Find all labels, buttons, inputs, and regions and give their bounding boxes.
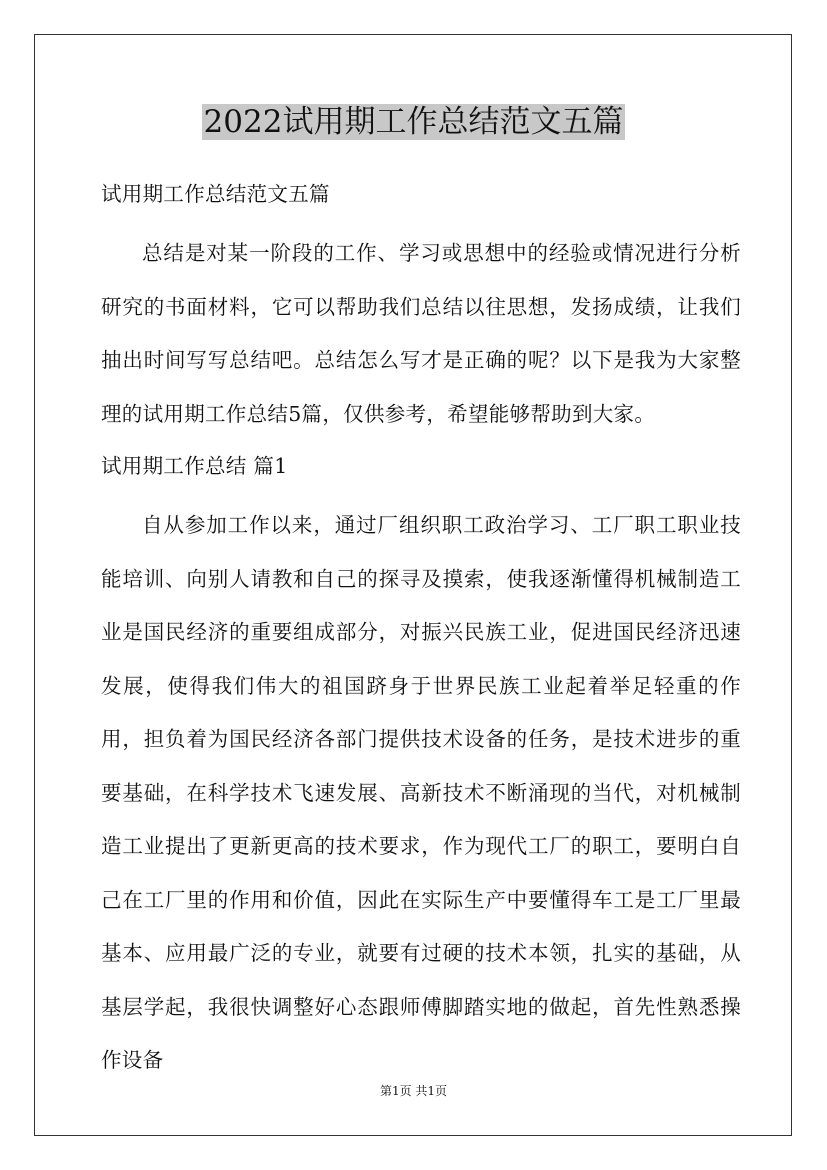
document-body xyxy=(101,175,741,1094)
section-heading-1: 试用期工作总结 篇1 xyxy=(101,454,288,478)
intro-paragraph: 总结是对某一阶段的工作、学习或思想中的经验或情况进行分析研究的书面材料，它可以帮助我们总结以往思想，发扬成绩，让我们抽出时间写写总结吧。总结怎么写才是正确的呢？以下是我为大家整理的试用期工作总结5篇，仅供参考，希望能够帮助到大家。 xyxy=(101,241,741,426)
document-title-text: 2022试用期工作总结范文五篇 xyxy=(203,104,624,140)
page-number-footer: 第1页 共1页 xyxy=(379,1084,448,1098)
body-paragraph: 自从参加工作以来，通过厂组织职工政治学习、工厂职工职业技能培训、向别人请教和自己的探寻及摸索，使我逐渐懂得机械制造工业是国民经济的重要组成部分，对振兴民族工业，促进国民经济迅速发展，使得我们伟大的祖国跻身于世界民族工业起着举足轻重的作用，担负着为国民经济各部门提供技术设备的任务，是技术进步的重要基础，在科学技术飞速发展、高新技术不断涌现的当代，对机械制造工业提出了更新更高的技术要求，作为现代工厂的职工，要明白自己在工厂里的作用和价值，因此在实际生产中要懂得车工是工厂里最基本、应用最广泛的专业，就要有过硬的技术本领，扎实的基础，从基层学起，我很快调整好心态跟师傅脚踏实地的做起，首先性熟悉操作设备 xyxy=(101,513,741,1072)
section-heading: 试用期工作总结范文五篇 xyxy=(101,182,330,206)
document-title xyxy=(0,100,827,144)
